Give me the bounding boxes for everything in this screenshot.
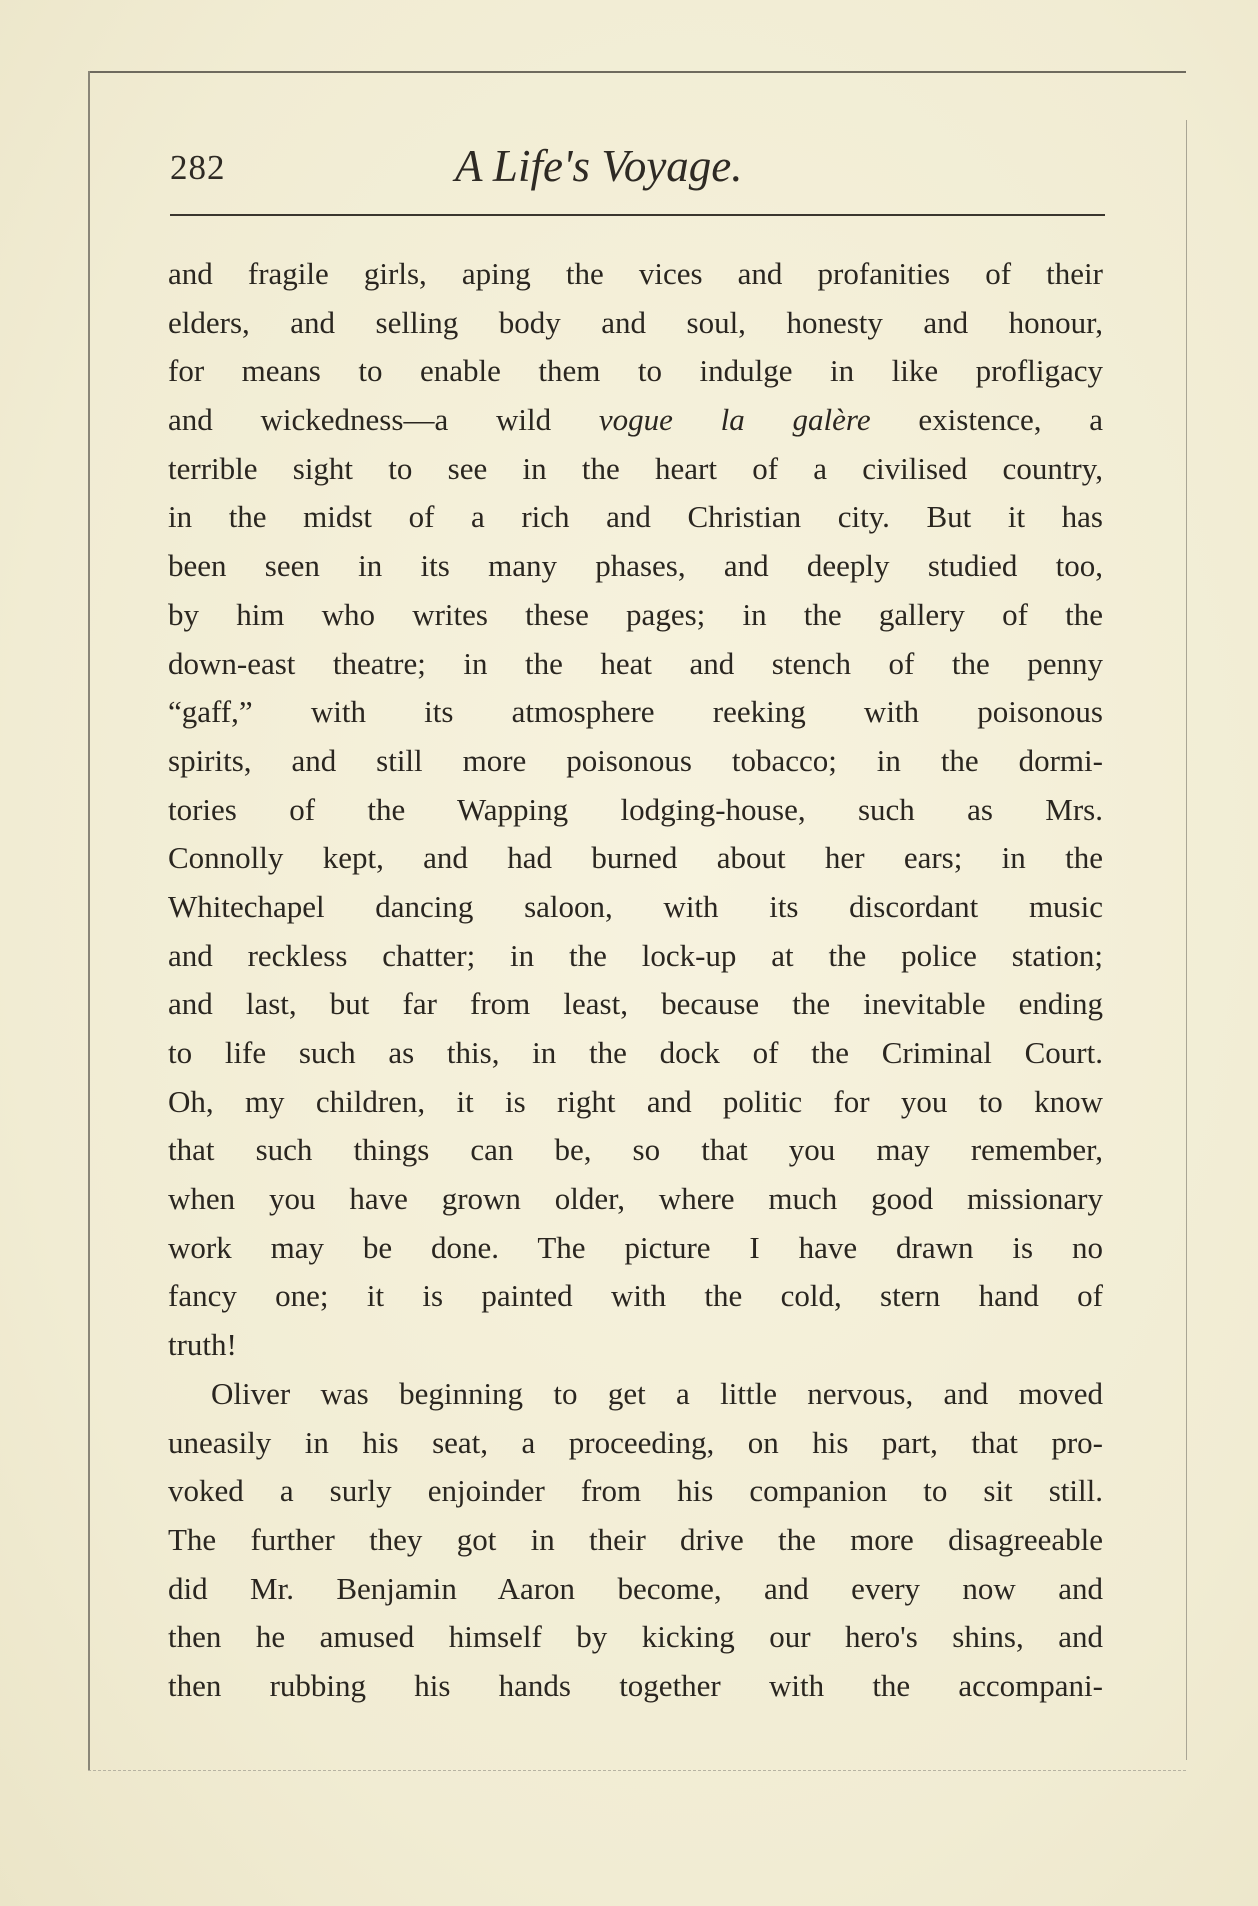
page-number: 282 [170,148,226,187]
text-line: for means to enable them to indulge in like profligacy [168,353,1103,389]
text-line: Whitechapel dancing saloon, with its discordant music [168,888,1103,924]
text-line: and last, but far from least, because the inevitable ending [168,986,1103,1022]
text-line: elders, and selling body and soul, honesty and honour, [168,304,1103,340]
running-title: A Life's Voyage. [455,141,743,191]
text-line: to life such as this, in the dock of the Criminal Court. [168,1035,1103,1070]
text-line: been seen in its many phases, and deeply studied too, [168,548,1103,584]
text-line: when you have grown older, where much good missionary [168,1181,1103,1217]
text-line: truth! [168,1327,237,1363]
italic-phrase: vogue la galère [598,402,871,438]
frame-left-border [88,71,90,1771]
text-line: in the midst of a rich and Christian city. But it has [168,499,1103,535]
text-line: Oh, my children, it is right and politic for you to know [168,1083,1103,1119]
text-line: and reckless chatter; in the lock-up at the police station; [168,937,1103,973]
text-line: voked a surly enjoinder from his companion to sit still. [168,1473,1103,1509]
page-header [170,140,1105,200]
text-line: fancy one; it is painted with the cold, stern hand of [168,1278,1103,1314]
text-line: “gaff,” with its atmosphere reeking with poisonous [168,694,1103,730]
text-line: down-east theatre; in the heat and stench of the penny [168,645,1103,681]
text-line: then he amused himself by kicking our hero's shins, and [168,1619,1103,1655]
header-rule [170,214,1105,216]
text-line: work may be done. The picture I have drawn is no [168,1229,1103,1265]
text-line: spirits, and still more poisonous tobacco; in the dormi- [168,742,1103,778]
text-line: by him who writes these pages; in the gallery of the [168,596,1103,632]
frame-bottom-border [88,1770,1186,1771]
text-line: Oliver was beginning to get a little nervous, and moved [211,1375,1103,1411]
text-line: then rubbing his hands together with the accompani- [168,1667,1103,1703]
text-segment: and wickedness—a wild [168,402,599,438]
text-line: Connolly kept, and had burned about her ears; in the [168,840,1103,876]
text-line: The further they got in their drive the more disagreeable [168,1521,1103,1557]
frame-right-border [1186,120,1187,1760]
body-text [168,250,1103,1711]
text-line: that such things can be, so that you may remember, [168,1132,1103,1168]
text-line: terrible sight to see in the heart of a civilised country, [168,450,1103,486]
text-segment: existence, a [870,402,1103,438]
frame-top-border [88,71,1186,73]
text-line: uneasily in his seat, a proceeding, on his part, that pro- [168,1424,1103,1460]
text-line: did Mr. Benjamin Aaron become, and every now and [168,1570,1103,1606]
text-line: tories of the Wapping lodging-house, such as Mrs. [168,791,1103,827]
text-line: and fragile girls, aping the vices and profanities of their [168,256,1103,291]
text-line [168,396,1103,445]
